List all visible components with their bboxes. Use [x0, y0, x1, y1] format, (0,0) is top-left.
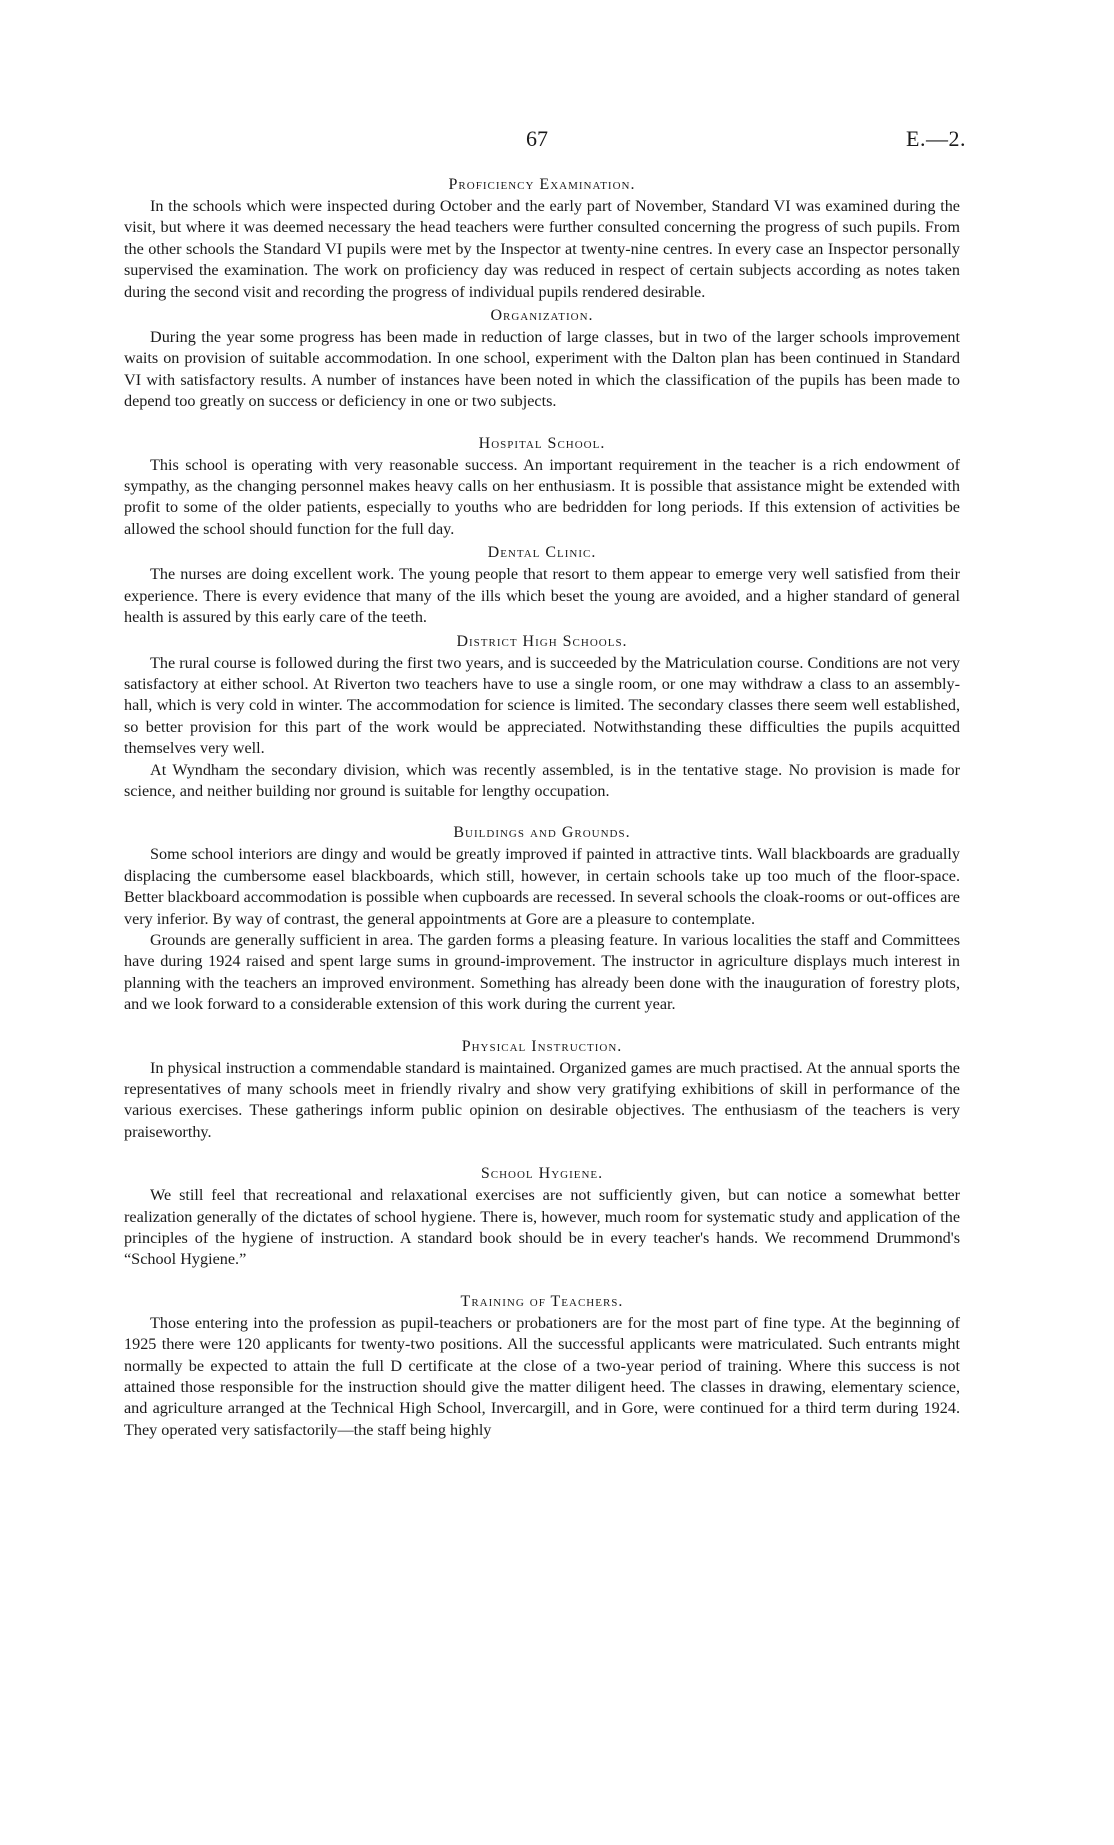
- section-buildings-and-grounds: [124, 822, 960, 1015]
- section-heading: School Hygiene.: [480, 1165, 604, 1183]
- section-heading: Proficiency Examination.: [448, 176, 636, 193]
- paragraph: The nurses are doing excellent work. The young people that resort to them appear to emerge very well satisfied from their experience. There is every evidence that many of the ills which beset the young are avoided, and a higher standard of general health is assured by this early care of the teeth.: [124, 565, 960, 627]
- section-heading: Training of Teachers.: [460, 1292, 624, 1310]
- section-organization: [124, 305, 960, 413]
- paragraph: In physical instruction a commendable standard is maintained. Organized games are much practised. At the annual sports the representatives of many schools meet in friendly rivalry and show very gratifying exhibitions of skill in performance of the various exercises. These gatherings inform public opinion on desirable objectives. The enthusiasm of the teachers is very praiseworthy.: [124, 1058, 960, 1141]
- section-proficiency-examination: [124, 174, 960, 303]
- section-district-high-schools: [124, 631, 960, 803]
- document-reference: E.—2.: [906, 126, 966, 151]
- paragraph: During the year some progress has been made in reduction of large classes, but in two of the larger schools improvement waits on provision of suitable accommodation. In one school, experiment with the Dalton plan has been continued in Standard VI with satisfactory results. A number of instances have been noted in which the classification of the pupils has been made to depend too greatly on success or deficiency in one or two subjects.: [124, 328, 960, 411]
- paragraph: Some school interiors are dingy and would be greatly improved if painted in attractive tints. Wall blackboards are gradually displacing the cumbersome easel blackboards, which still, however, in certain schools take up too much of the floor-space. Better blackboard accommodation is possible when cupboards are recessed. In several schools the cloak-rooms or out-offices are very inferior. By way of contrast, the general appointments at Gore are a pleasure to contemplate.: [124, 845, 960, 928]
- section-heading: Dental Clinic.: [487, 544, 597, 562]
- section-heading: Organization.: [490, 307, 594, 325]
- section-heading: Buildings and Grounds.: [453, 824, 631, 842]
- page-number: 67: [526, 126, 548, 151]
- paragraph: Those entering into the profession as pupil-teachers or probationers are for the most part of fine type. At the beginning of 1925 there were 120 applicants for twenty-two positions. All the successful applicants were matriculated. Such entrants might normally be expected to attain the full D certificate at the close of a two-year period of training. Where this success is not attained those responsible for the instruction should give the matter diligent heed. The classes in drawing, elementary science, and agriculture arranged at the Technical High School, Invercargill, and in Gore, were continued for a third term during 1924. They operated very satisfactorily—the staff being highly: [124, 1313, 960, 1439]
- section-hospital-school: [124, 433, 960, 541]
- section-school-hygiene: [124, 1163, 960, 1271]
- section-dental-clinic: [124, 542, 960, 628]
- paragraph: The rural course is followed during the first two years, and is succeeded by the Matriculation course. Conditions are not very satisfactory at either school. At Riverton two teachers have to use a single room, or one may withdraw a class to an assembly-hall, which is very cold in winter. The accommodation for science is limited. The secondary classes there seem well established, so better provision for this part of the work would be appreciated. Notwithstanding these difficulties the pupils acquitted themselves very well.: [124, 653, 960, 758]
- paragraph: At Wyndham the secondary division, which was recently assembled, is in the tentative stage. No provision is made for science, and neither building nor ground is suitable for lengthy occupation.: [124, 760, 960, 800]
- section-physical-instruction: [124, 1036, 960, 1144]
- document-body: [124, 174, 960, 1441]
- section-heading: Hospital School.: [478, 434, 606, 452]
- section-training-of-teachers: [124, 1291, 960, 1441]
- paragraph: We still feel that recreational and relaxational exercises are not sufficiently given, but can notice a somewhat better realization generally of the dictates of school hygiene. There is, however, much room for systematic study and application of the principles of the hygiene of instruction. A standard book should be in every teacher's hands. We recommend Drummond's “School Hygiene.”: [124, 1186, 960, 1269]
- paragraph: In the schools which were inspected during October and the early part of November, Standard VI was examined during the visit, but where it was deemed necessary the head teachers were further consulted concerning the progress of such pupils. From the other schools the Standard VI pupils were met by the Inspector at twenty-nine centres. In every case an Inspector personally supervised the examination. The work on proficiency day was reduced in respect of certain subjects according as notes taken during the second visit and recording the progress of individual pupils rendered desirable.: [124, 197, 960, 301]
- paragraph: Grounds are generally sufficient in area. The garden forms a pleasing feature. In various localities the staff and Committees have during 1924 raised and spent large sums in ground-improvement. The instructor in agriculture displays much interest in planning with the teachers an improved environment. Something has already been done with the inauguration of forestry plots, and we look forward to a considerable extension of this work during the current year.: [124, 930, 960, 1014]
- section-heading: Physical Instruction.: [461, 1037, 623, 1055]
- paragraph: This school is operating with very reasonable success. An important requirement in the teacher is a rich endowment of sympathy, as the changing personnel makes heavy calls on her enthusiasm. It is possible that assistance might be extended with profit to some of the older patients, especially to youths who are bedridden for long periods. If this extension of activities be allowed the school should function for the full day.: [124, 455, 960, 538]
- section-heading: District High Schools.: [456, 632, 628, 650]
